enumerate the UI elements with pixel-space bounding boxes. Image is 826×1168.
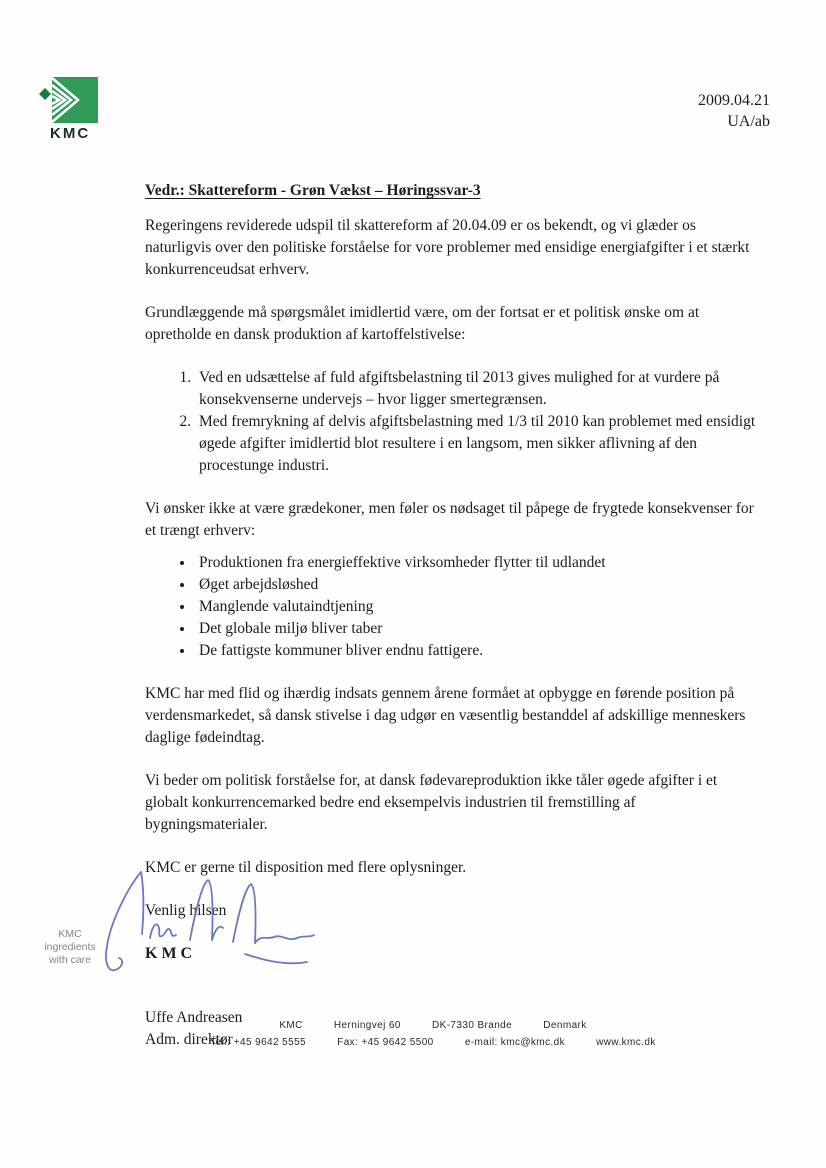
signature-company: KMC (145, 945, 197, 962)
footer-fax: Fax: +45 9642 5500 (337, 1037, 434, 1048)
letter-date: 2009.04.21 (698, 92, 770, 109)
footer-company: KMC (279, 1020, 303, 1031)
letter-body (145, 180, 759, 1051)
paragraph-position: KMC har med flid og ihærdig indsats gennem årene formået at opbygge en førende position på verdensmarkedet, så dansk stivelse i dag udgør en væsentlig bestanddel af adskillige menneskers daglige fødeindtag. (145, 685, 746, 746)
footer-website: www.kmc.dk (596, 1037, 656, 1048)
paragraph-consequences-intro: Vi ønsker ikke at være grædekoner, men føler os nødsaget til påpege de frygtede konsekvenser for et trængt erhverv: (145, 500, 754, 539)
footer-street: Herningvej 60 (333, 1020, 401, 1031)
paragraph-closing-offer: KMC er gerne til disposition med flere oplysninger. (145, 859, 467, 876)
subject-line: Vedr.: Skattereform - Grøn Vækst – Høringssvar-3 (145, 182, 481, 199)
footer-city: DK-7330 Brande (432, 1020, 513, 1031)
paragraph-appeal: Vi beder om politisk forståelse for, at dansk fødevareproduktion ikke tåler øgede afgifter i et globalt konkurrencemarked bedre end eksempelvis industrien til fremstilling af bygningsmaterialer. (145, 772, 718, 833)
footer-address-line (40, 1020, 826, 1031)
footer-email: e-mail: kmc@kmc.dk (464, 1037, 565, 1048)
kmc-logo-text: KMC (50, 125, 91, 142)
numbered-item: 1. Ved en udsættelse af fuld afgiftsbelastning til 2013 gives mulighed for at vurdere på konsekvenserne undervejs – hvor ligger smertegrænsen. (195, 367, 759, 411)
closing-salutation: Venlig hilsen (145, 902, 227, 919)
paragraph-question: Grundlæggende må spørgsmålet imidlertid være, om der fortsat er et politisk ønske om at opretholde en dansk produktion af kartoffelstivelse: (145, 304, 700, 343)
letter-reference: UA/ab (727, 113, 770, 130)
bullet-item: • Øget arbejdsløshed (195, 574, 759, 596)
numbered-item: 2. Med fremrykning af delvis afgiftsbelastning med 1/3 til 2010 kan problemet med ensidigt øgede afgifter imidlertid blot resultere i en langsom, men sikker aflivning af den procestunge industri. (195, 411, 759, 477)
signatory-title: Adm. direktør (145, 1031, 233, 1048)
footer-phone: Tel.: +45 9642 5555 (210, 1037, 306, 1048)
bullet-item: • Manglende valutaindtjening (195, 596, 759, 618)
kmc-chevron-logo-icon (38, 76, 100, 124)
date-reference-block (698, 90, 770, 132)
footer-country: Denmark (543, 1020, 587, 1031)
bullet-item: • Produktionen fra energieffektive virksomheder flytter til udlandet (195, 552, 759, 574)
kmc-logo (38, 76, 108, 142)
signatory-name: Uffe Andreasen (145, 1009, 243, 1026)
bullet-item: • De fattigste kommuner bliver endnu fattigere. (195, 640, 759, 662)
letter-footer (40, 1020, 826, 1054)
tagline-line-kmc: KMC (58, 928, 82, 940)
bullet-item: • Det globale miljø bliver taber (195, 618, 759, 640)
tagline-line-with-care: with care (48, 954, 91, 966)
margin-tagline (22, 928, 118, 967)
paragraph-intro: Regeringens reviderede udspil til skattereform af 20.04.09 er os bekendt, og vi glæder os naturligvis over den politiske forståelse for vore problemer med ensidige energiafgifter i et stærkt konkurrenceudsat erhverv. (145, 217, 750, 278)
numbered-list (145, 367, 759, 477)
footer-contact-line (40, 1037, 826, 1048)
bullet-list (145, 552, 759, 662)
tagline-line-ingredients: ingredients (44, 941, 96, 953)
